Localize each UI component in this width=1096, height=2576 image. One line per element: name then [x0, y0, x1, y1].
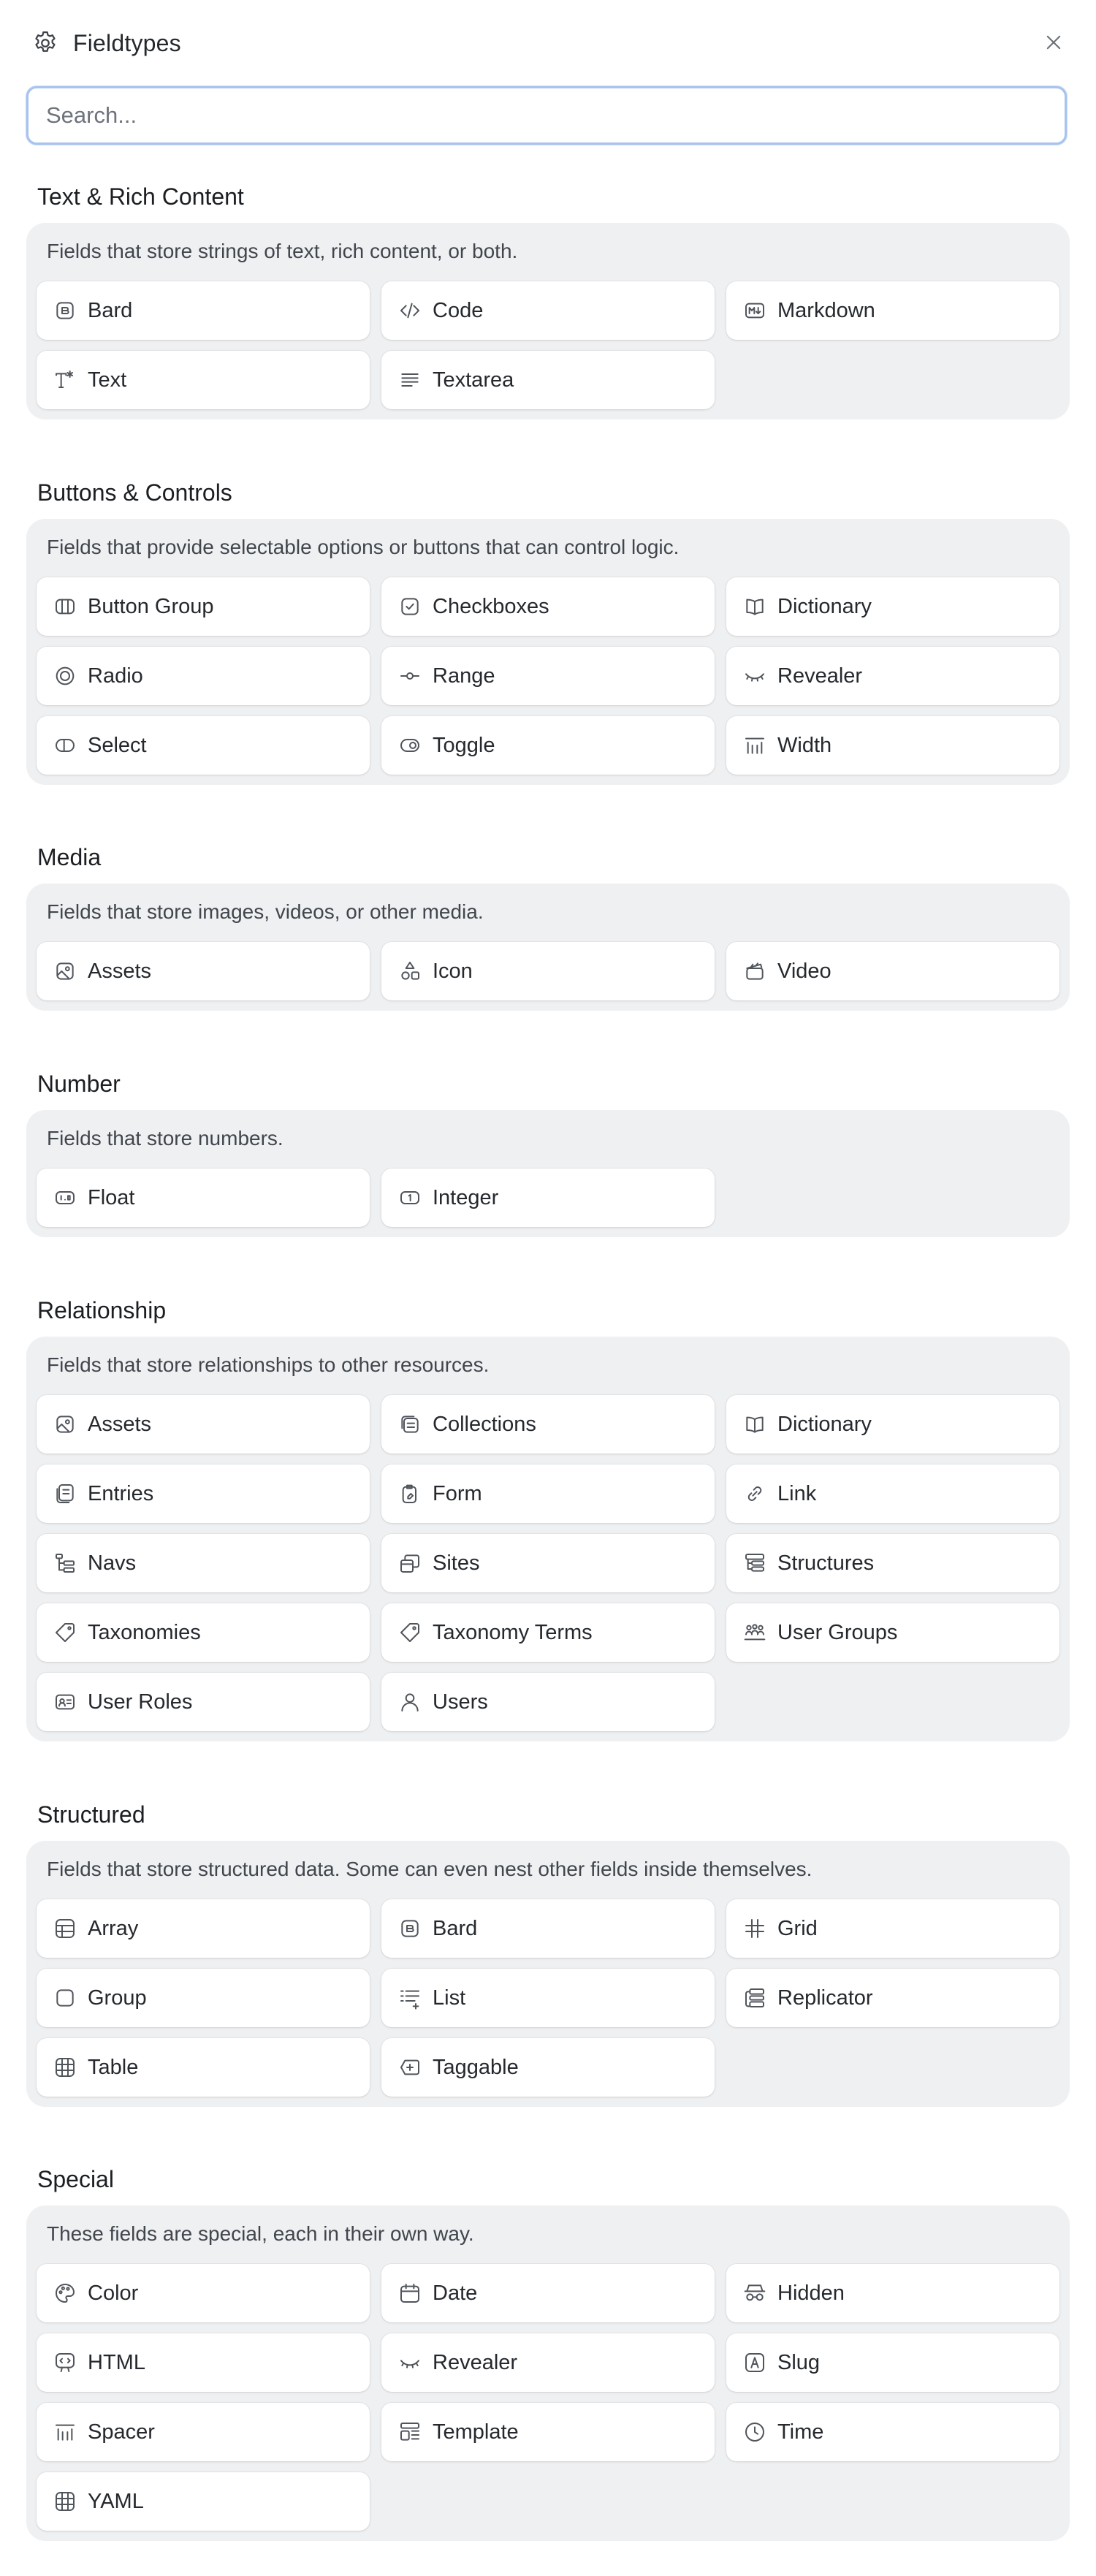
fieldtype-label: Checkboxes: [433, 594, 549, 618]
fieldtype-template-button[interactable]: [381, 2403, 715, 2461]
fieldtype-label: Users: [433, 1690, 488, 1714]
fieldtype-label: Float: [88, 1185, 135, 1209]
assets-icon: [53, 1412, 77, 1437]
section-description: Fields that store relationships to other resources.: [47, 1353, 490, 1376]
fieldtype-revealer-button[interactable]: [381, 2333, 715, 2392]
eye-closed-icon: [397, 2350, 422, 2375]
fieldtype-label: Taxonomies: [88, 1620, 201, 1644]
fieldtype-label: Entries: [88, 1481, 154, 1505]
html-icon: [53, 2350, 77, 2375]
book-icon: [742, 594, 767, 619]
section-title-structured: Structured: [37, 1801, 145, 1828]
clock-icon: [742, 2420, 767, 2444]
fieldtype-label: Integer: [433, 1185, 499, 1209]
fieldtype-integer-button[interactable]: [381, 1169, 715, 1227]
fieldtype-label: Bard: [88, 298, 133, 322]
fieldtype-link-button[interactable]: [726, 1464, 1059, 1523]
user-groups-icon: [742, 1620, 767, 1645]
book-icon: [742, 1412, 767, 1437]
fieldtype-slug-button[interactable]: [726, 2333, 1059, 2392]
section-title-text-rich-content: Text & Rich Content: [37, 183, 244, 210]
fieldtype-textarea-button[interactable]: [381, 351, 715, 409]
fieldtype-select-button[interactable]: [37, 716, 370, 775]
tag-icon: [397, 1620, 422, 1645]
fieldtype-grid: [37, 1899, 1058, 2097]
fieldtype-label: Dictionary: [777, 1412, 872, 1436]
panel-header: [26, 0, 1073, 86]
section-group-media: [26, 884, 1070, 1011]
fieldtype-label: Spacer: [88, 2420, 155, 2444]
fieldtype-label: YAML: [88, 2489, 144, 2513]
fieldtype-label: Revealer: [433, 2350, 518, 2374]
code-icon: [397, 298, 422, 323]
bard-icon: [397, 1916, 422, 1941]
section-description: Fields that provide selectable options or buttons that can control logic.: [47, 536, 680, 558]
fieldtype-hidden-button[interactable]: [726, 2264, 1059, 2322]
section-description: Fields that store numbers.: [47, 1127, 283, 1150]
range-icon: [397, 664, 422, 688]
list-icon: [397, 1986, 422, 2010]
fieldtype-replicator-button[interactable]: [726, 1969, 1059, 2027]
entries-icon: [53, 1481, 77, 1506]
fieldtype-taxonomies-button[interactable]: [37, 1603, 370, 1662]
fieldtype-label: Revealer: [777, 664, 863, 688]
section-description: Fields that store structured data. Some can even nest other fields inside themselves.: [47, 1858, 813, 1880]
fieldtype-users-button[interactable]: [381, 1673, 715, 1731]
fieldtype-label: Assets: [88, 959, 152, 983]
fieldtype-bard-button[interactable]: [381, 1899, 715, 1958]
checkbox-icon: [397, 594, 422, 619]
fieldtype-label: Toggle: [433, 733, 495, 757]
fieldtype-code-button[interactable]: [381, 281, 715, 340]
template-icon: [397, 2420, 422, 2444]
fieldtype-grid-button[interactable]: [726, 1899, 1059, 1958]
array-icon: [53, 1916, 77, 1941]
fieldtype-assets-button[interactable]: [37, 1395, 370, 1454]
fieldtype-yaml-button[interactable]: [37, 2472, 370, 2531]
fieldtype-navs-button[interactable]: [37, 1534, 370, 1592]
close-icon[interactable]: [1039, 28, 1068, 57]
fieldtype-label: Grid: [777, 1916, 818, 1940]
fieldtype-video-button[interactable]: [726, 942, 1059, 1000]
fieldtype-label: Markdown: [777, 298, 875, 322]
fieldtype-label: Taxonomy Terms: [433, 1620, 593, 1644]
fieldtype-label: Button Group: [88, 594, 214, 618]
markdown-icon: [742, 298, 767, 323]
fieldtype-label: Structures: [777, 1551, 875, 1575]
fieldtype-label: Bard: [433, 1916, 478, 1940]
fieldtype-label: Replicator: [777, 1986, 873, 2010]
fieldtype-radio-button[interactable]: [37, 647, 370, 705]
fieldtype-label: Video: [777, 959, 831, 983]
fieldtype-label: Collections: [433, 1412, 536, 1436]
fieldtype-collections-button[interactable]: [381, 1395, 715, 1454]
fieldtype-label: Template: [433, 2420, 519, 2444]
fieldtype-dictionary-button[interactable]: [726, 1395, 1059, 1454]
fieldtype-range-button[interactable]: [381, 647, 715, 705]
slug-icon: [742, 2350, 767, 2375]
fieldtype-grid: [37, 1169, 1058, 1227]
section-group-buttons-controls: [26, 519, 1070, 785]
fieldtype-color-button[interactable]: [37, 2264, 370, 2322]
fieldtype-label: Select: [88, 733, 147, 757]
text-icon: [53, 368, 77, 392]
table-icon: [53, 2489, 77, 2514]
integer-icon: [397, 1185, 422, 1210]
panel-title: Fieldtypes: [73, 29, 181, 56]
collections-icon: [397, 1412, 422, 1437]
fieldtype-label: Taggable: [433, 2055, 519, 2079]
search-input[interactable]: [26, 86, 1067, 145]
fieldtype-label: Date: [433, 2281, 478, 2305]
fieldtype-grid: [37, 942, 1058, 1000]
navs-icon: [53, 1551, 77, 1576]
fieldtype-label: List: [433, 1986, 466, 2010]
gear-icon: [31, 29, 60, 58]
fieldtype-taggable-button[interactable]: [381, 2038, 715, 2097]
fieldtype-label: Table: [88, 2055, 139, 2079]
section-description: These fields are special, each in their own way.: [47, 2222, 474, 2245]
tag-icon: [53, 1620, 77, 1645]
float-icon: [53, 1185, 77, 1210]
fieldtype-taxonomy-terms-button[interactable]: [381, 1603, 715, 1662]
fieldtype-toggle-button[interactable]: [381, 716, 715, 775]
fieldtype-label: Radio: [88, 664, 143, 688]
fieldtype-table-button[interactable]: [37, 2038, 370, 2097]
fieldtype-spacer-button[interactable]: [37, 2403, 370, 2461]
section-description: Fields that store strings of text, rich content, or both.: [47, 240, 518, 262]
fieldtype-structures-button[interactable]: [726, 1534, 1059, 1592]
fieldtype-label: Range: [433, 664, 495, 688]
width-icon: [742, 733, 767, 758]
fieldtype-label: Slug: [777, 2350, 821, 2374]
fieldtype-label: Color: [88, 2281, 139, 2305]
fieldtype-user-groups-button[interactable]: [726, 1603, 1059, 1662]
table-icon: [53, 2055, 77, 2080]
fieldtype-button-group-button[interactable]: [37, 577, 370, 636]
fieldtype-label: Array: [88, 1916, 139, 1940]
section-description: Fields that store images, videos, or other media.: [47, 900, 484, 923]
fieldtype-grid: [37, 2264, 1058, 2531]
fieldtype-width-button[interactable]: [726, 716, 1059, 775]
fieldtype-label: Form: [433, 1481, 482, 1505]
assets-icon: [53, 959, 77, 984]
section-title-media: Media: [37, 844, 102, 870]
fieldtype-date-button[interactable]: [381, 2264, 715, 2322]
shapes-icon: [397, 959, 422, 984]
fieldtype-label: Time: [777, 2420, 824, 2444]
fieldtype-group-button[interactable]: [37, 1969, 370, 2027]
fieldtype-dictionary-button[interactable]: [726, 577, 1059, 636]
group-icon: [53, 1986, 77, 2010]
sites-icon: [397, 1551, 422, 1576]
fieldtype-time-button[interactable]: [726, 2403, 1059, 2461]
width-icon: [53, 2420, 77, 2444]
taggable-icon: [397, 2055, 422, 2080]
fieldtype-array-button[interactable]: [37, 1899, 370, 1958]
section-group-number: [26, 1110, 1070, 1237]
fieldtype-label: Icon: [433, 959, 473, 983]
palette-icon: [53, 2281, 77, 2306]
fieldtype-user-roles-button[interactable]: [37, 1673, 370, 1731]
select-icon: [53, 733, 77, 758]
hidden-icon: [742, 2281, 767, 2306]
fieldtype-label: Link: [777, 1481, 817, 1505]
radio-icon: [53, 664, 77, 688]
fieldtype-icon-button[interactable]: [381, 942, 715, 1000]
button-group-icon: [53, 594, 77, 619]
fieldtype-label: User Roles: [88, 1690, 193, 1714]
fieldtype-sites-button[interactable]: [381, 1534, 715, 1592]
fieldtype-label: Code: [433, 298, 484, 322]
grid-icon: [742, 1916, 767, 1941]
fieldtype-html-button[interactable]: [37, 2333, 370, 2392]
fieldtype-label: Hidden: [777, 2281, 845, 2305]
fieldtype-label: Assets: [88, 1412, 152, 1436]
toggle-icon: [397, 733, 422, 758]
bard-icon: [53, 298, 77, 323]
section-title-relationship: Relationship: [37, 1297, 167, 1323]
fieldtype-grid: [37, 1395, 1058, 1731]
fieldtype-label: Dictionary: [777, 594, 872, 618]
fieldtype-label: Text: [88, 368, 127, 392]
fieldtype-label: Navs: [88, 1551, 137, 1575]
fieldtype-label: Group: [88, 1986, 147, 2010]
video-icon: [742, 959, 767, 984]
fieldtype-entries-button[interactable]: [37, 1464, 370, 1523]
section-group-relationship: [26, 1337, 1070, 1741]
fieldtype-assets-button[interactable]: [37, 942, 370, 1000]
replicator-icon: [742, 1986, 767, 2010]
eye-closed-icon: [742, 664, 767, 688]
form-icon: [397, 1481, 422, 1506]
fieldtype-revealer-button[interactable]: [726, 647, 1059, 705]
fieldtype-label: HTML: [88, 2350, 145, 2374]
section-title-number: Number: [37, 1071, 121, 1097]
fieldtype-grid: [37, 281, 1058, 409]
fieldtype-label: User Groups: [777, 1620, 898, 1644]
fieldtype-bard-button[interactable]: [37, 281, 370, 340]
section-title-special: Special: [37, 2166, 114, 2192]
fieldtype-text-button[interactable]: [37, 351, 370, 409]
fieldtype-float-button[interactable]: [37, 1169, 370, 1227]
calendar-icon: [397, 2281, 422, 2306]
textarea-icon: [397, 368, 422, 392]
fieldtype-markdown-button[interactable]: [726, 281, 1059, 340]
link-icon: [742, 1481, 767, 1506]
fieldtype-form-button[interactable]: [381, 1464, 715, 1523]
fieldtype-label: Width: [777, 733, 832, 757]
fieldtype-list-button[interactable]: [381, 1969, 715, 2027]
fieldtype-grid: [37, 577, 1058, 775]
structures-icon: [742, 1551, 767, 1576]
fieldtype-checkboxes-button[interactable]: [381, 577, 715, 636]
fieldtype-label: Textarea: [433, 368, 514, 392]
section-title-buttons-controls: Buttons & Controls: [37, 479, 232, 506]
fieldtype-label: Sites: [433, 1551, 480, 1575]
section-group-text-rich-content: [26, 223, 1070, 419]
section-group-structured: [26, 1841, 1070, 2107]
user-roles-icon: [53, 1690, 77, 1714]
user-icon: [397, 1690, 422, 1714]
section-group-special: [26, 2205, 1070, 2541]
